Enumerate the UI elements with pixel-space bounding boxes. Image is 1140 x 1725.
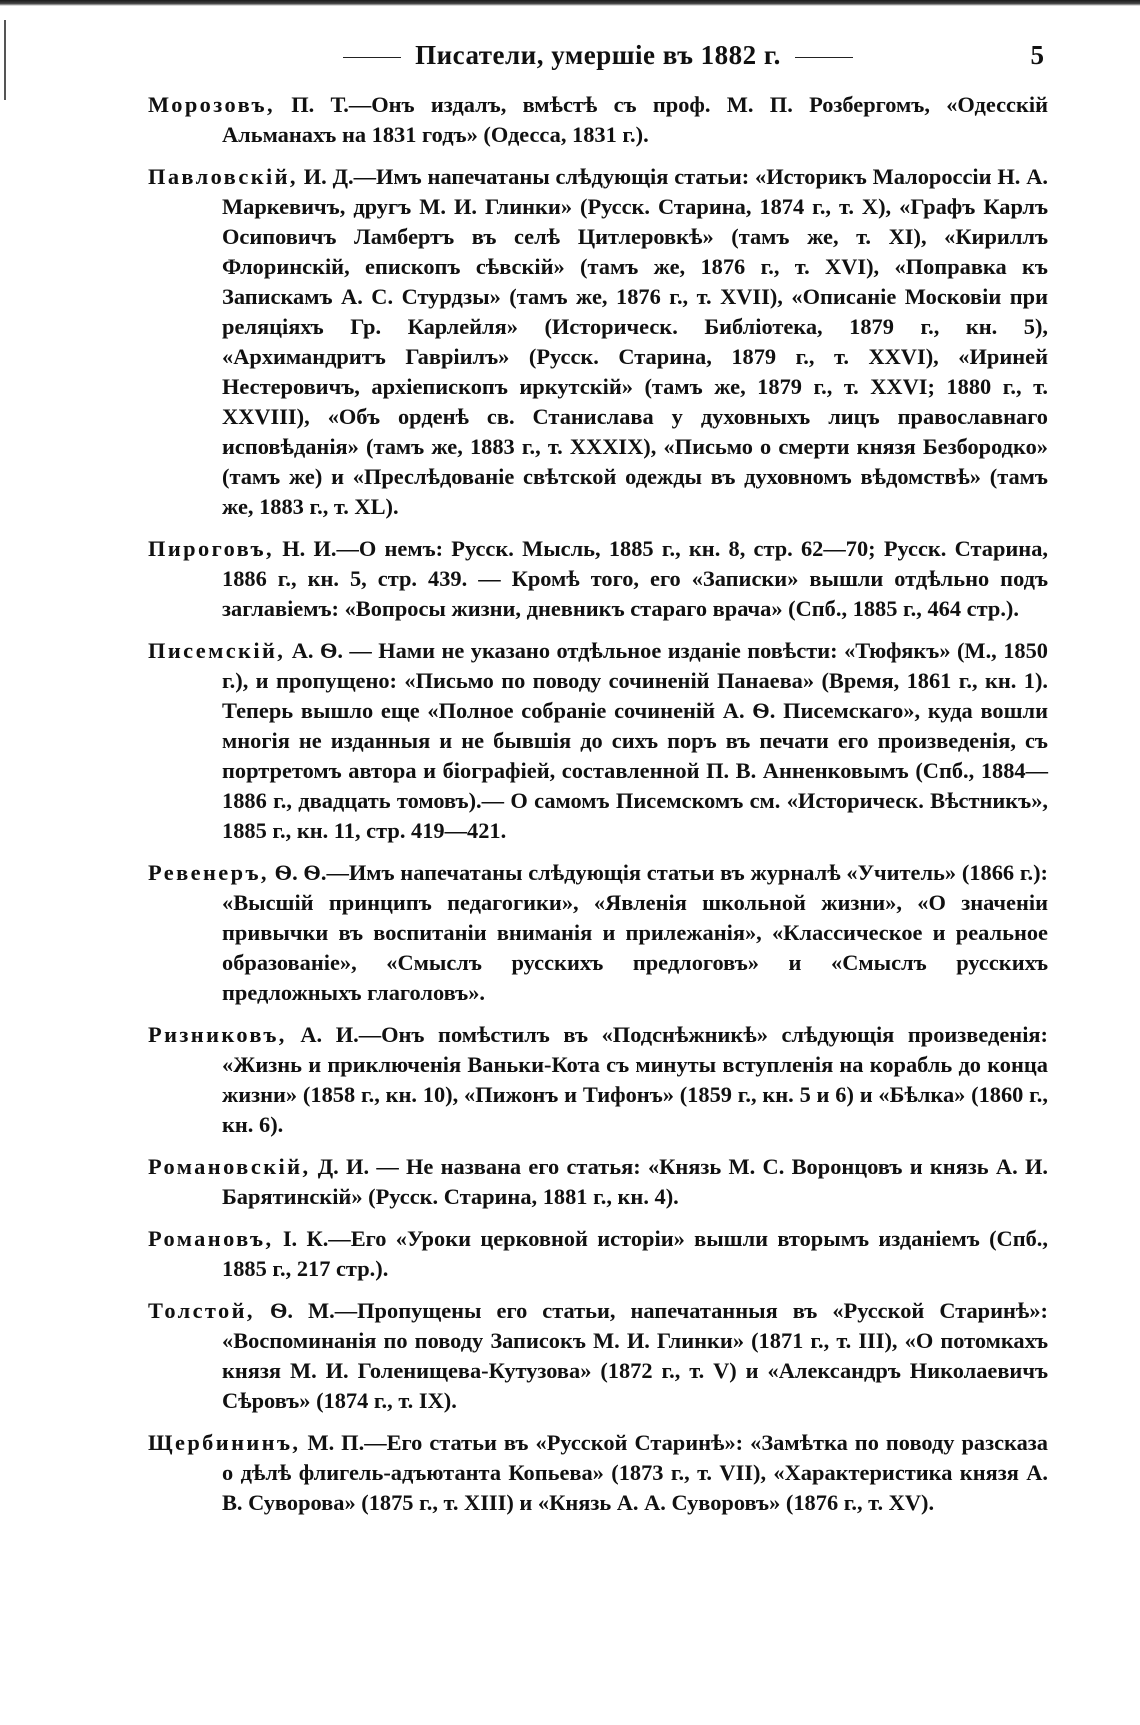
entry-body: І. К.—Его «Уроки церковной исторіи» вышли вторымъ изданіемъ (Спб., 1885 г., 217 стр.). — [222, 1226, 1048, 1281]
entry-name: Романовъ, — [148, 1226, 274, 1251]
entry-morozov — [148, 90, 1048, 150]
entry-riznikov — [148, 1020, 1048, 1140]
entry-revener — [148, 858, 1048, 1008]
left-rule — [343, 57, 401, 58]
entry-body: Д. И. — Не названа его статья: «Князь М. С. Воронцовъ и князь А. И. Барятинскій» (Русск. Старина, 1881 г., кн. 4). — [222, 1154, 1048, 1209]
running-title: Писатели, умершіе въ 1882 г. — [415, 40, 781, 70]
entry-name: Толстой, — [148, 1298, 255, 1323]
entry-pavlovsky — [148, 162, 1048, 522]
scan-top-edge — [0, 0, 1140, 6]
entry-name: Романовскій, — [148, 1154, 311, 1179]
entry-pirogov — [148, 534, 1048, 624]
entry-romanovsky — [148, 1152, 1048, 1212]
entry-name: Пироговъ, — [148, 536, 274, 561]
book-page — [148, 38, 1048, 1530]
entry-name: Ревенеръ, — [148, 860, 269, 885]
entry-list — [148, 90, 1048, 1518]
entry-body: Н. И.—О немъ: Русск. Мысль, 1885 г., кн. 8, стр. 62—70; Русск. Старина, 1886 г., кн. 5, стр. 439. — Кромѣ того, его «Записки» вышли отдѣльно подъ заглавіемъ: «Вопросы жизни, дневникъ стараго врача» (Спб., 1885 г., 464 стр.). — [222, 536, 1048, 621]
entry-body: М. П.—Его статьи въ «Русской Старинѣ»: «Замѣтка по поводу разсказа о дѣлѣ флигель-адъютанта Копьева» (1873 г., т. VII), «Характеристика князя А. В. Суворова» (1875 г., т. XIII) и «Князь А. А. Суворовъ» (1876 г., т. XV). — [222, 1430, 1048, 1515]
entry-name: Морозовъ, — [148, 92, 275, 117]
entry-body: И. Д.—Имъ напечатаны слѣдующія статьи: «Историкъ Малороссіи Н. А. Маркевичъ, другъ М. И. Глинки» (Русск. Старина, 1874 г., т. X), «Графъ Карлъ Осиповичъ Ламбертъ въ селѣ Цитлеровкѣ» (тамъ же, т. XI), «Кириллъ Флоринскій, епископъ сѣвскій» (тамъ же, 1876 г., т. XVI), «Поправка къ Запискамъ А. С. Стурдзы» (тамъ же, 1876 г., т. XVII), «Описаніе Московіи при реляціяхъ Гр. Карлейля» (Историческ. Библіотека, 1879 г., кн. 5), «Архимандритъ Гавріилъ» (Русск. Старина, 1879 г., т. XXVI), «Ириней Нестеровичъ, архіепископъ иркутскій» (тамъ же, 1879 г., т. XXVI; 1880 г., т. XXVIII), «Объ орденѣ св. Станислава у духовныхъ лицъ православнаго исповѣданія» (тамъ же, 1883 г., т. XXXIX), «Письмо о смерти князя Безбородко» (тамъ же) и «Преслѣдованіе свѣтской одежды въ духовномъ вѣдомствѣ» (тамъ же, 1883 г., т. XL). — [222, 164, 1048, 519]
entry-body: А. Ѳ. — Нами не указано отдѣльное изданіе повѣсти: «Тюфякъ» (М., 1850 г.), и пропущено: «Письмо по поводу сочиненій Панаева» (Время, 1861 г., кн. 1). Теперь вышло еще «Полное собраніе сочиненій А. Ѳ. Писемскаго», куда вошли многія не изданныя и не бывшія до сихъ поръ въ печати его произведенія, съ портретомъ автора и біографіей, составленной П. В. Анненковымъ (Спб., 1884—1886 г., двадцать томовъ).— О самомъ Писемскомъ см. «Историческ. Вѣстникъ», 1885 г., кн. 11, стр. 419—421. — [222, 638, 1048, 843]
running-title-line — [148, 40, 1048, 71]
scan-left-mark — [4, 20, 6, 100]
page-number: 5 — [1030, 40, 1044, 70]
entry-body: Ѳ. М.—Пропущены его статьи, напечатанныя въ «Русской Старинѣ»: «Воспоминанія по поводу Записокъ М. И. Глинки» (1871 г., т. III), «О потомкахъ князя М. И. Голенищева-Кутузова» (1872 г., т. V) и «Александръ Николаевичъ Сѣровъ» (1874 г., т. IX). — [222, 1298, 1048, 1413]
entry-body: Ѳ. Ѳ.—Имъ напечатаны слѣдующія статьи въ журналѣ «Учитель» (1866 г.): «Высшій принципъ педагогики», «Явленія школьной жизни», «О значеніи привычки въ воспитаніи вниманія и прилежанія», «Классическое и реальное образованіе», «Смыслъ русскихъ предлоговъ» и «Смыслъ русскихъ предложныхъ глаголовъ». — [222, 860, 1048, 1005]
right-rule — [795, 57, 853, 58]
entry-pisemsky — [148, 636, 1048, 846]
entry-name: Павловскій, — [148, 164, 298, 189]
entry-name: Писемскій, — [148, 638, 286, 663]
entry-body: П. Т.—Онъ издалъ, вмѣстѣ съ проф. М. П. Розбергомъ, «Одесскій Альманахъ на 1831 годъ» (Одесса, 1831 г.). — [222, 92, 1048, 147]
running-head — [148, 38, 1048, 90]
entry-shcherbinin — [148, 1428, 1048, 1518]
entry-name: Ризниковъ, — [148, 1022, 287, 1047]
entry-tolstoy — [148, 1296, 1048, 1416]
entry-romanov — [148, 1224, 1048, 1284]
entry-name: Щербининъ, — [148, 1430, 301, 1455]
entry-body: А. И.—Онъ помѣстилъ въ «Подснѣжникѣ» слѣдующія произведенія: «Жизнь и приключенія Ваньки-Кота съ минуты вступленія на корабль до конца жизни» (1858 г., кн. 10), «Пижонъ и Тифонъ» (1859 г., кн. 5 и 6) и «Бѣлка» (1860 г., кн. 6). — [222, 1022, 1048, 1137]
